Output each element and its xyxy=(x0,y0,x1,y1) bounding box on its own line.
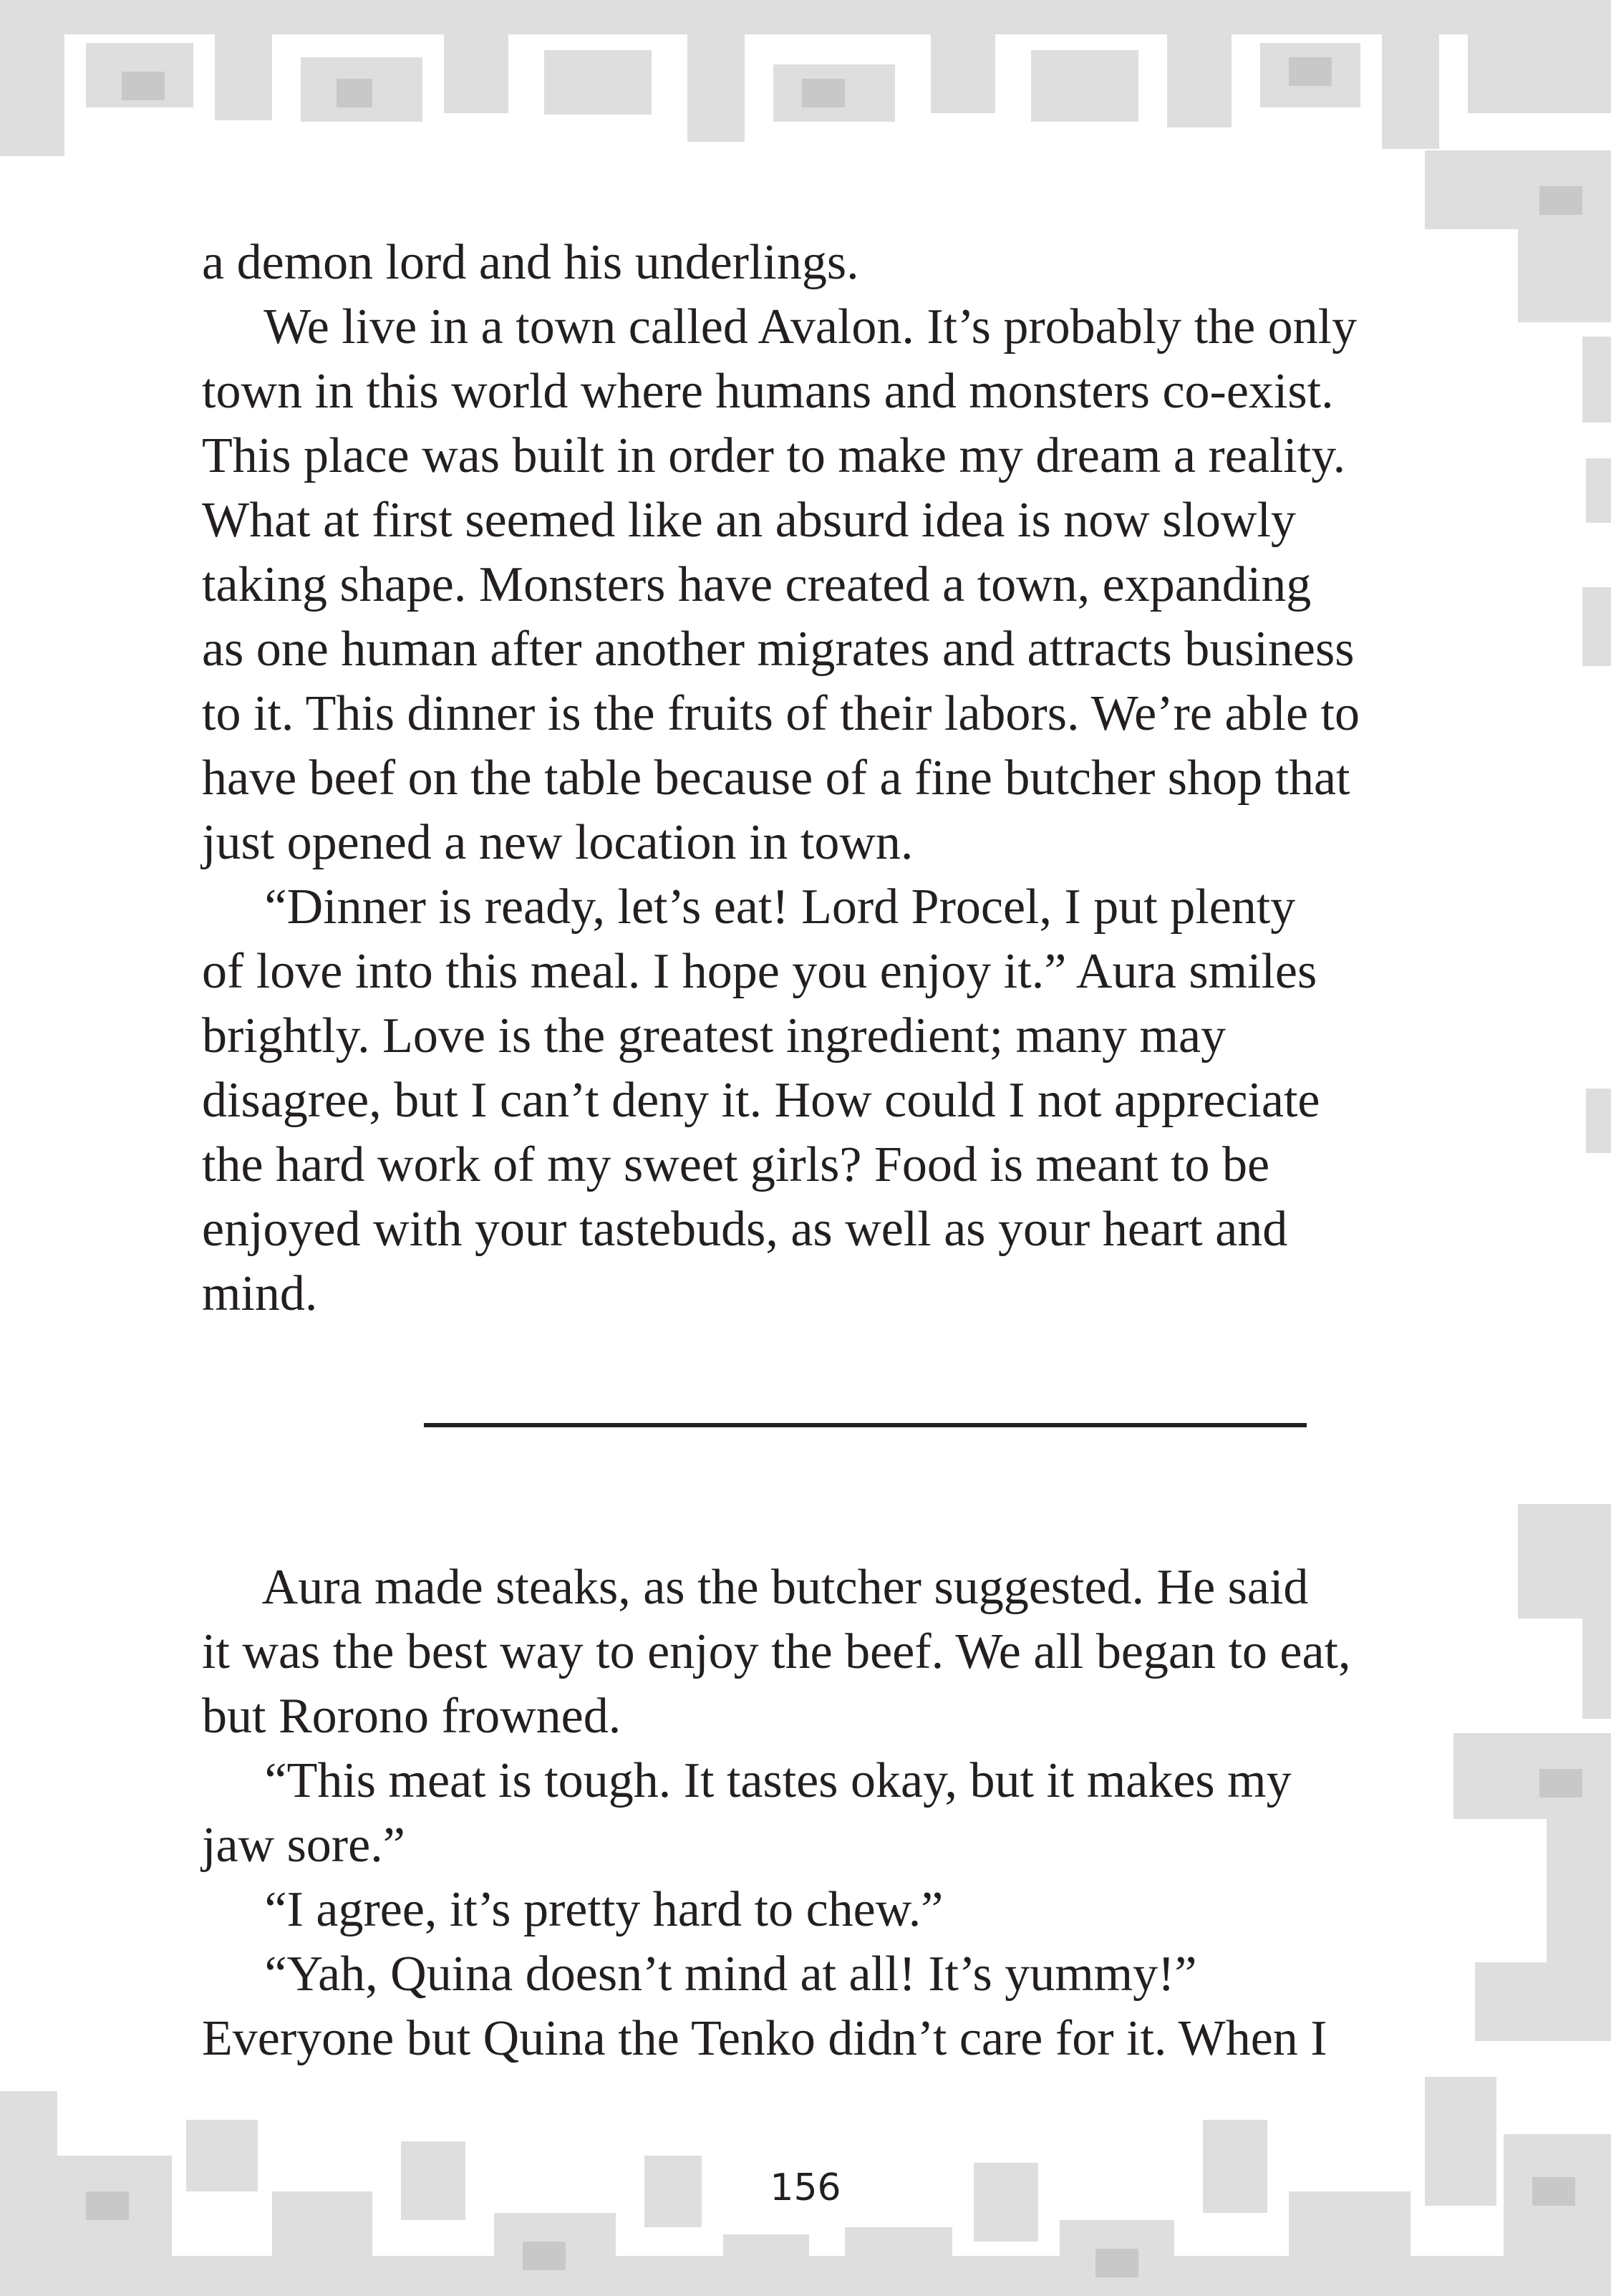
text-line: disagree, but I can’t deny it. How could I not appreciate xyxy=(202,1073,1320,1128)
text-line: taking shape. Monsters have created a town, expanding xyxy=(202,557,1312,612)
text-line: as one human after another migrates and attracts business xyxy=(202,622,1355,677)
text-line: enjoyed with your tastebuds, as well as your heart and xyxy=(202,1202,1288,1257)
text-line: but Rorono frowned. xyxy=(202,1689,621,1744)
text-line: a demon lord and his underlings. xyxy=(202,235,859,290)
text-line: This place was built in order to make my dream a reality. xyxy=(202,428,1346,483)
text-line: Aura made steaks, as the butcher suggested. He said xyxy=(202,1560,1309,1615)
text-line: to it. This dinner is the fruits of their labors. We’re able to xyxy=(202,686,1360,741)
scene-break-rule xyxy=(424,1423,1307,1427)
text-line: What at first seemed like an absurd idea is now slowly xyxy=(202,493,1296,548)
text-line: We live in a town called Avalon. It’s probably the only xyxy=(202,299,1358,354)
page-number: 156 xyxy=(770,2166,841,2209)
text-line: the hard work of my sweet girls? Food is meant to be xyxy=(202,1137,1270,1192)
text-line: town in this world where humans and monsters co-exist. xyxy=(202,364,1334,419)
body-text-lower xyxy=(202,1555,1462,2071)
text-line: jaw sore.” xyxy=(202,1818,405,1873)
text-line: brightly. Love is the greatest ingredient; many may xyxy=(202,1008,1227,1063)
text-line: “Dinner is ready, let’s eat! Lord Procel, I put plenty xyxy=(202,879,1296,935)
text-line: “This meat is tough. It tastes okay, but it makes my xyxy=(202,1753,1292,1808)
text-line: “I agree, it’s pretty hard to chew.” xyxy=(202,1882,944,1937)
text-line: it was the best way to enjoy the beef. We all began to eat, xyxy=(202,1624,1351,1679)
text-line: mind. xyxy=(202,1266,318,1321)
text-line: just opened a new location in town. xyxy=(202,815,914,870)
text-line: of love into this meal. I hope you enjoy it.” Aura smiles xyxy=(202,944,1317,999)
text-line: “Yah, Quina doesn’t mind at all! It’s yummy!” xyxy=(202,1947,1197,2002)
body-text-upper xyxy=(202,231,1462,1326)
text-line: Everyone but Quina the Tenko didn’t care for it. When I xyxy=(202,2011,1327,2066)
text-line: have beef on the table because of a fine butcher shop that xyxy=(202,751,1350,806)
